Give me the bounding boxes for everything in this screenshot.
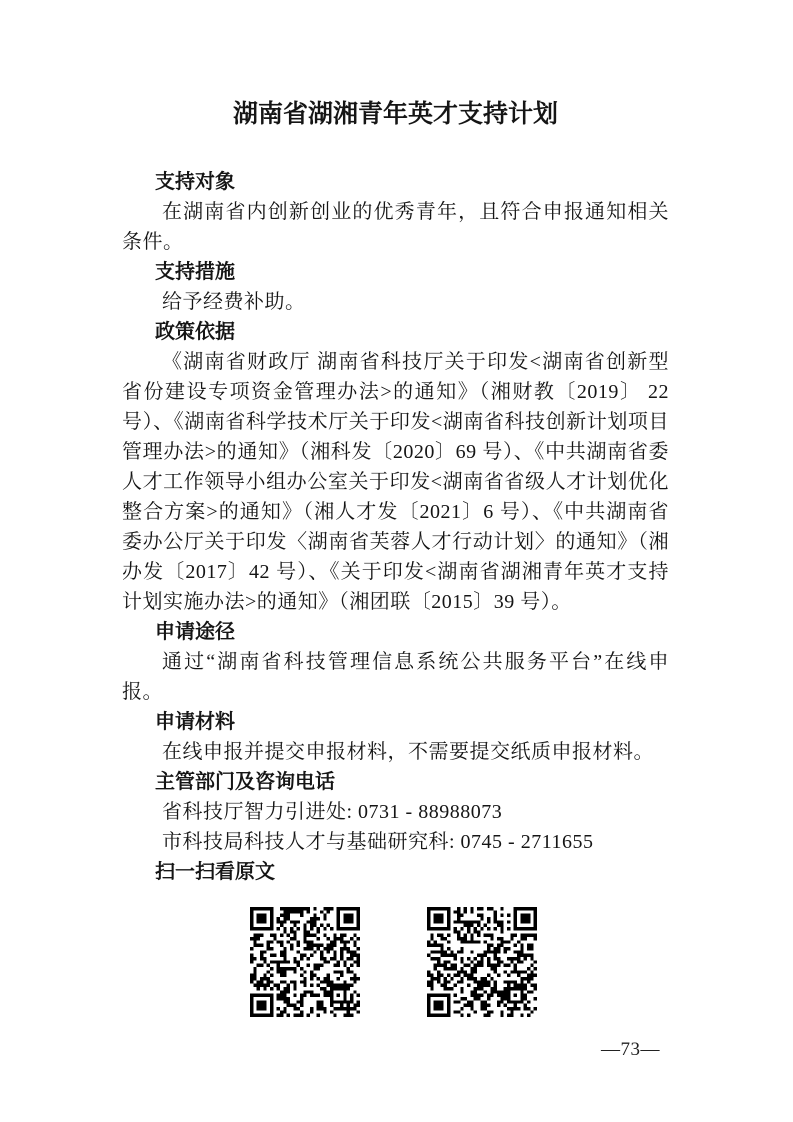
paragraph: 省科技厅智力引进处: 0731 - 88988073 [162, 801, 503, 823]
qr-code-left [250, 907, 360, 1017]
paragraph: 在湖南省内创新创业的优秀青年，且符合申报通知相关条件。 [122, 201, 669, 253]
paragraph: 《湖南省财政厅 湖南省科技厅关于印发<湖南省创新型省份建设专项资金管理办法>的通知》（湘财教〔2019〕 22 号）、《湖南省科学技术厅关于印发<湖南省科技创新计划项目管理办法>的通知》（湘科发〔2020〕69 号）、《中共湖南省委人才工作领导小组办公室关于印发<湖南省省级人才计划优化整合方案>的通知》（湘人才发〔2021〕6 号）、《中共湖南省委办公厅关于印发〈湖南省芙蓉人才行动计划〉的通知》（湘办发〔2017〕42 号）、《关于印发<湖南省湖湘青年英才支持计划实施办法>的通知》（湘团联〔2015〕39 号）。 [122, 351, 669, 613]
qr-code-right [427, 907, 537, 1017]
section-heading: 申请材料 [155, 711, 235, 733]
section-heading: 政策依据 [155, 321, 235, 343]
section-heading: 主管部门及咨询电话 [155, 771, 335, 793]
sections-container [122, 167, 669, 887]
section [122, 167, 669, 257]
section [122, 767, 669, 857]
paragraph: 通过“湖南省科技管理信息系统公共服务平台”在线申报。 [122, 651, 669, 703]
paragraph: 在线申报并提交申报材料，不需要提交纸质申报材料。 [162, 741, 654, 763]
section-heading: 扫一扫看原文 [155, 861, 275, 883]
section [122, 707, 669, 767]
section-heading: 支持对象 [155, 171, 235, 193]
page-number: —73— [601, 1039, 660, 1060]
section [122, 617, 669, 707]
section [122, 257, 669, 317]
section-heading: 支持措施 [155, 261, 235, 283]
section [122, 317, 669, 617]
section-heading: 申请途径 [155, 621, 235, 643]
page-title: 湖南省湖湘青年英才支持计划 [232, 101, 558, 128]
section [122, 857, 669, 887]
paragraph: 市科技局科技人才与基础研究科: 0745 - 2711655 [162, 831, 594, 853]
qr-code-row [250, 907, 669, 1017]
paragraph: 给予经费补助。 [162, 291, 306, 313]
